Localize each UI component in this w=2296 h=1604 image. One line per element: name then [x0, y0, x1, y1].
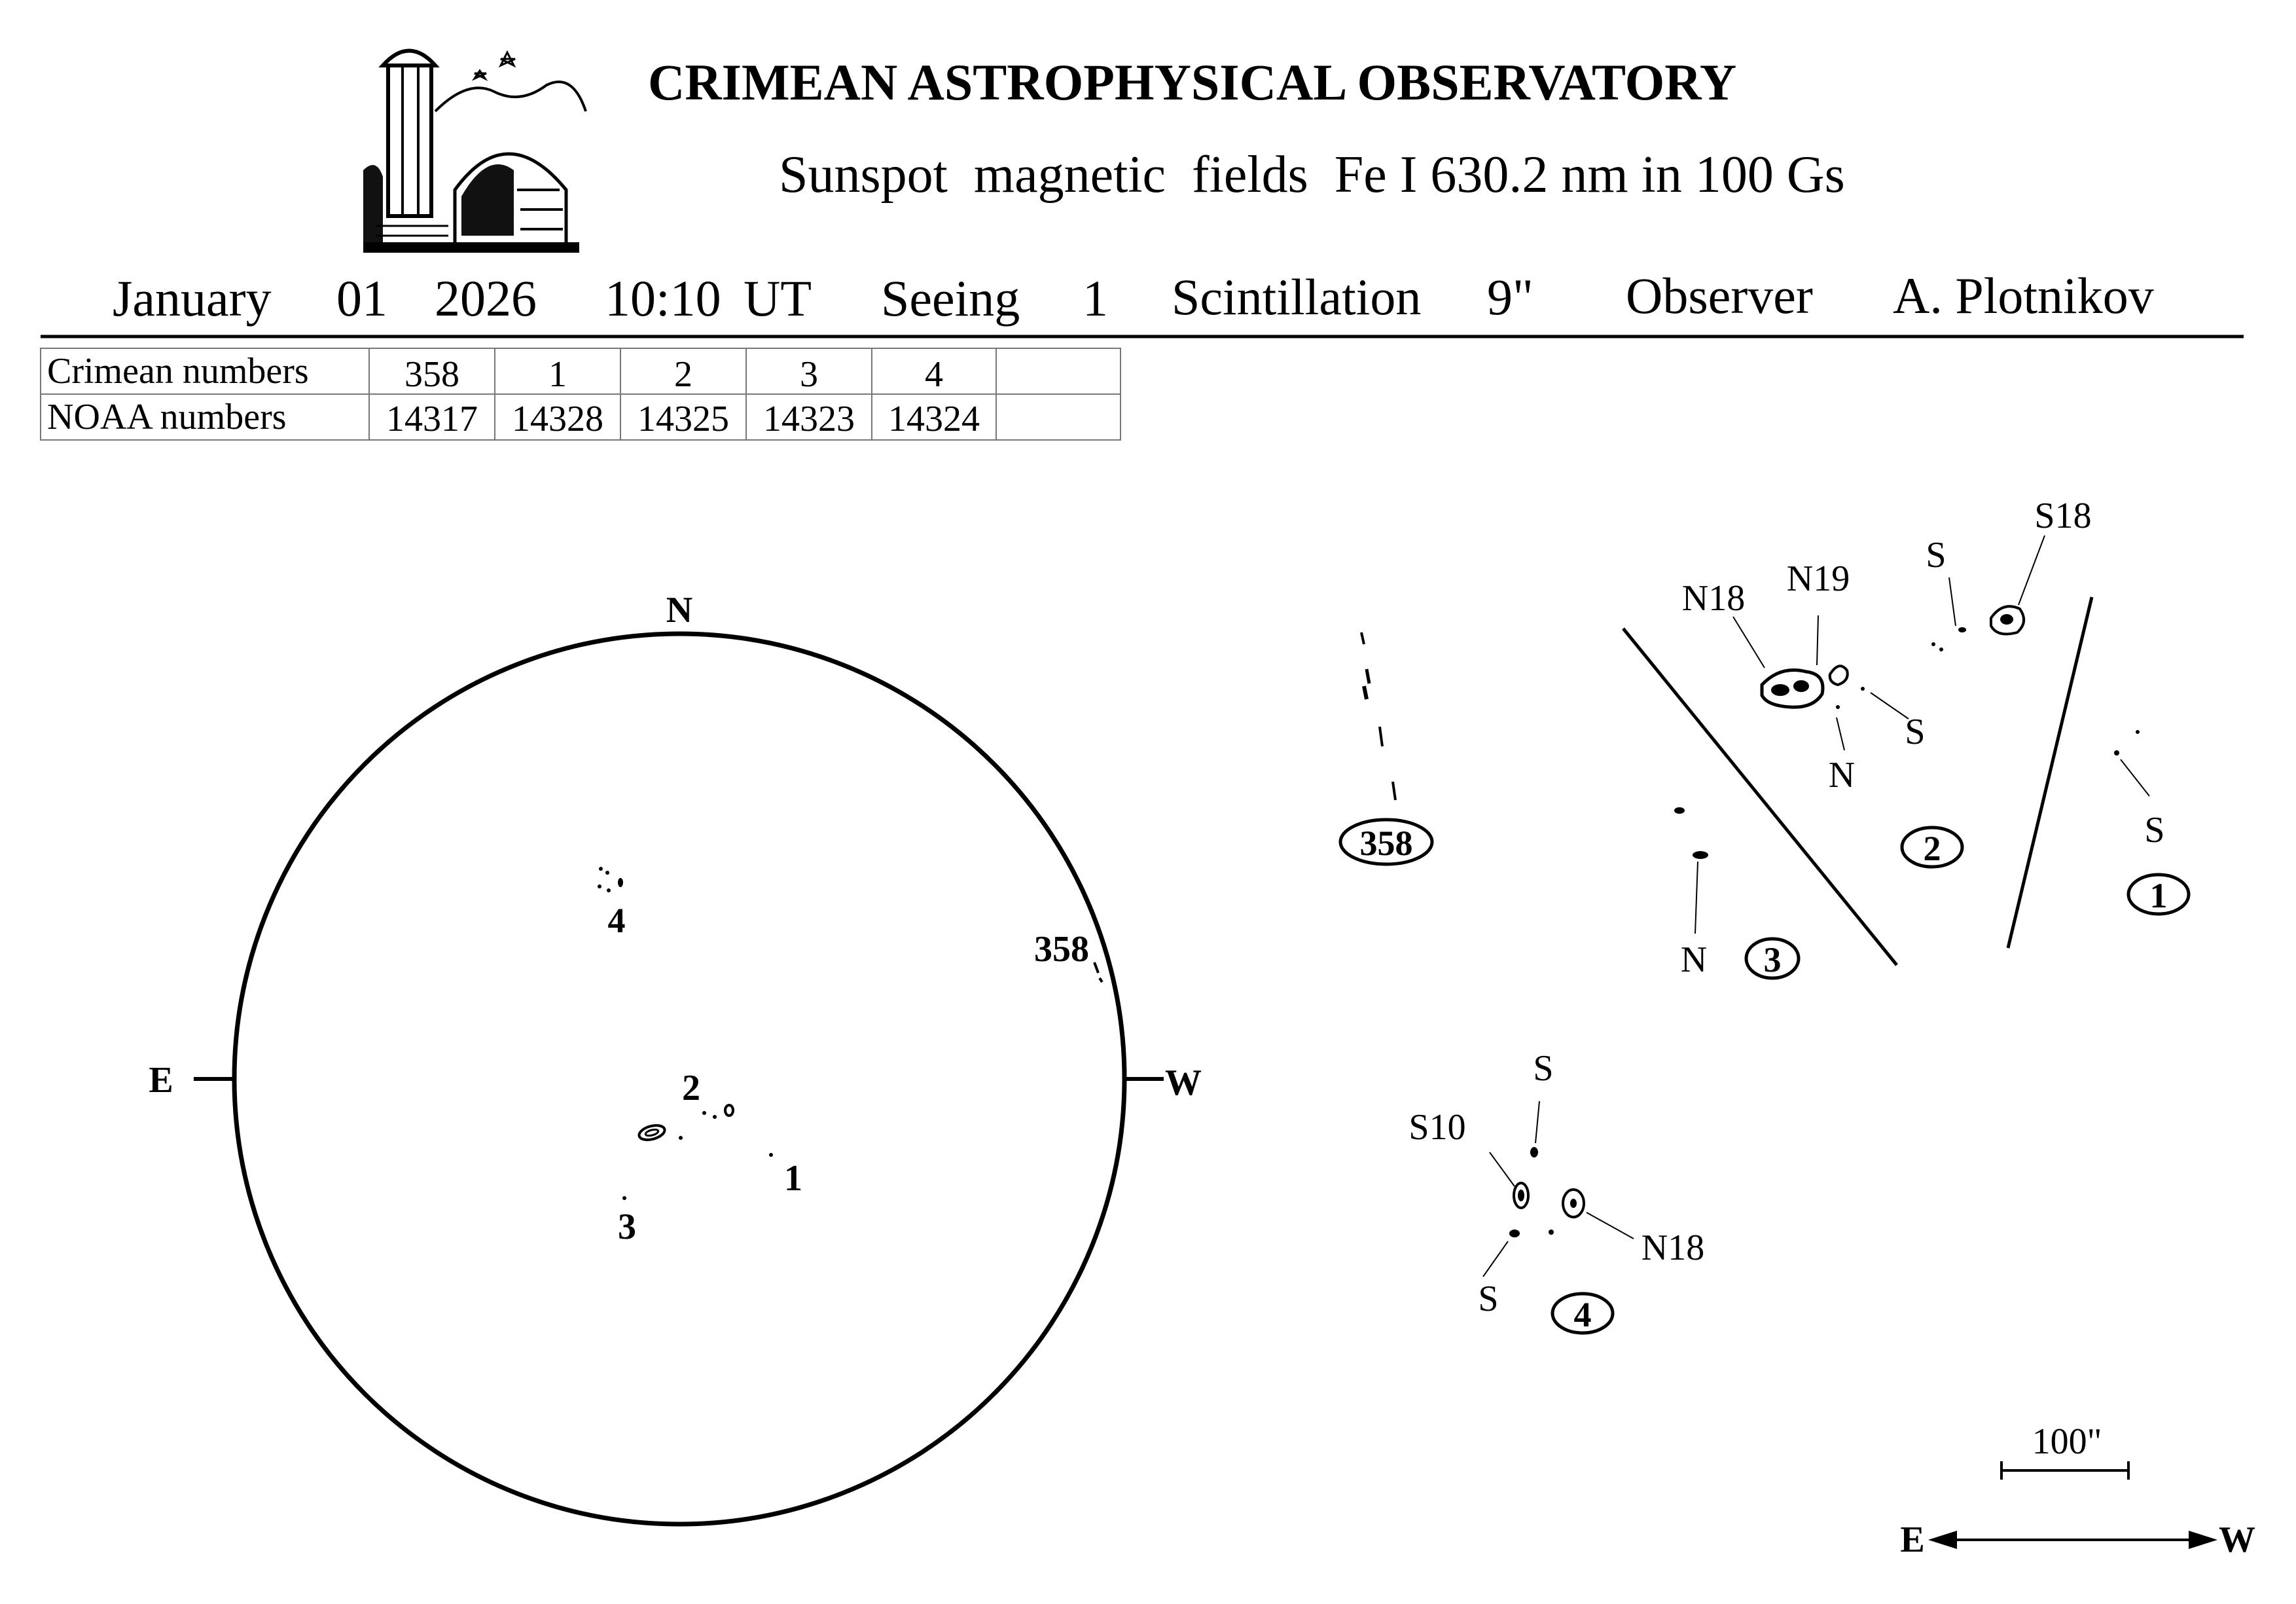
- obs-time: 10:10: [605, 270, 721, 327]
- table-row-label: NOAA numbers: [47, 397, 287, 437]
- regions-table: [41, 348, 1121, 440]
- table-cell: 2: [674, 354, 692, 395]
- polarity-label: N: [1680, 939, 1708, 980]
- disk-region-1: [769, 1153, 802, 1199]
- polarity-label: S: [2144, 810, 2165, 850]
- disk-region-label: 1: [784, 1158, 802, 1199]
- observation-line: [113, 267, 2154, 327]
- disk-region-label: 4: [607, 901, 626, 940]
- polarity-label: S10: [1408, 1107, 1466, 1148]
- scintillation-label: Scintillation: [1172, 268, 1422, 325]
- separator-line: [2008, 597, 2092, 948]
- detail-region-2: [1682, 496, 2092, 868]
- scale-bar-label: 100": [2032, 1421, 2102, 1462]
- disk-north-label: N: [666, 590, 693, 630]
- table-cell: 14317: [386, 399, 478, 439]
- scale-bar: [2001, 1421, 2128, 1480]
- polarity-label: S: [1926, 535, 1946, 575]
- region-id-label: 4: [1573, 1295, 1592, 1334]
- polarity-label: S18: [2034, 496, 2092, 536]
- region-id-label: 2: [1923, 829, 1941, 868]
- detail-region-1: [2114, 730, 2189, 915]
- polarity-label: N19: [1786, 558, 1850, 599]
- table-row-label: Crimean numbers: [47, 351, 309, 392]
- disk-west-label: W: [1165, 1063, 1202, 1103]
- polarity-label: N: [1828, 755, 1856, 795]
- polarity-label: N18: [1641, 1228, 1705, 1268]
- disk-region-358: [1034, 929, 1102, 982]
- detail-region-4: [1408, 1048, 1704, 1334]
- separator-line: [1623, 629, 1897, 965]
- observatory-title: CRIMEAN ASTROPHYSICAL OBSERVATORY: [648, 54, 1737, 111]
- obs-day: 01: [336, 270, 387, 327]
- table-cell: 14324: [888, 399, 980, 439]
- disk-east-label: E: [149, 1060, 173, 1101]
- disk-region-label: 2: [682, 1068, 700, 1108]
- disk-region-label: 358: [1034, 929, 1089, 970]
- observer-label: Observer: [1626, 267, 1813, 324]
- table-cell: 14323: [763, 399, 855, 439]
- observer-name: A. Plotnikov: [1893, 267, 2154, 324]
- polarity-label: S: [1905, 712, 1926, 752]
- table-cell: 1: [548, 354, 567, 395]
- polarity-label: N18: [1681, 578, 1746, 619]
- table-cell: 3: [800, 354, 818, 395]
- disk-region-2: [637, 1068, 733, 1142]
- arrow-west-label: W: [2219, 1520, 2255, 1560]
- disk-region-label: 3: [618, 1207, 636, 1247]
- region-id-label: 1: [2149, 876, 2168, 915]
- scintillation-value: 9": [1487, 268, 1534, 325]
- seeing-label: Seeing: [881, 270, 1020, 327]
- region-id-label: 3: [1763, 940, 1782, 979]
- table-cell: 14328: [512, 399, 603, 439]
- polarity-label: S: [1478, 1279, 1499, 1319]
- detail-region-358: [1340, 632, 1432, 864]
- seeing-value: 1: [1083, 270, 1108, 327]
- east-west-arrow: [1900, 1520, 2255, 1560]
- region-id-label: 358: [1359, 824, 1413, 863]
- chart-subtitle: Sunspot magnetic fields Fe I 630.2 nm in 100 Gs: [779, 146, 1845, 204]
- table-cell: 4: [925, 354, 943, 395]
- table-cell: 358: [404, 354, 459, 395]
- table-cell: 14325: [637, 399, 729, 439]
- polarity-label: S: [1533, 1048, 1554, 1089]
- detail-region-3: [1674, 807, 1799, 980]
- obs-month: January: [113, 270, 272, 327]
- observatory-logo: [363, 51, 586, 253]
- obs-year: 2026: [435, 270, 537, 327]
- solar-disk: [149, 590, 1202, 1524]
- disk-region-4: [598, 867, 626, 940]
- arrow-east-label: E: [1900, 1520, 1925, 1560]
- obs-time-unit: UT: [744, 270, 812, 327]
- disk-region-3: [618, 1196, 636, 1247]
- disk-limb: [234, 634, 1124, 1524]
